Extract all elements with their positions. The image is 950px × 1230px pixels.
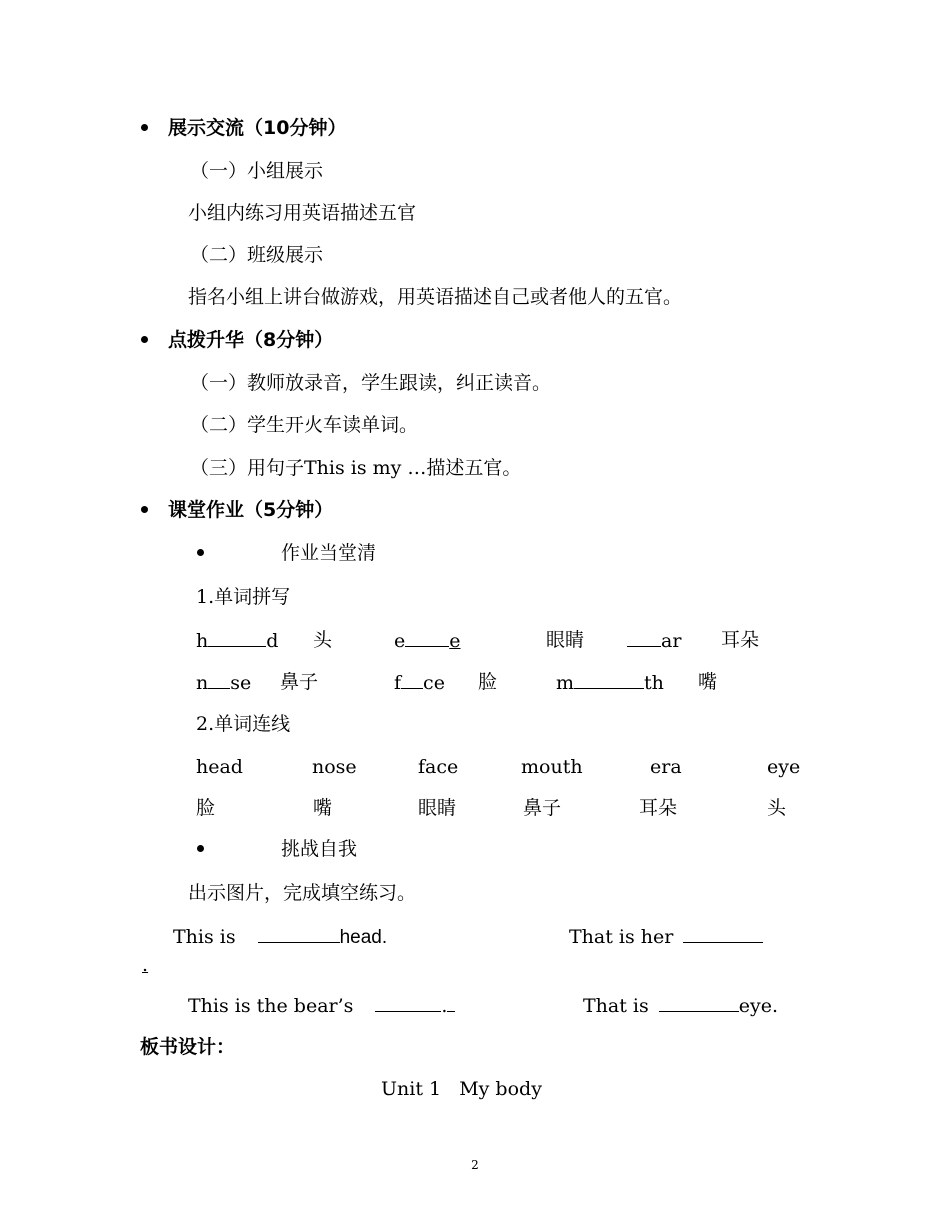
sub-bullet-text: 挑战自我 [281, 838, 358, 860]
blank [208, 628, 266, 647]
bullet [141, 336, 148, 343]
paragraph: 指名小组上讲台做游戏，用英语描述自己或者他人的五官。 [188, 286, 683, 308]
section-heading: 展示交流（10分钟） [168, 117, 347, 139]
blank [447, 993, 455, 1012]
spell-item: h d [196, 630, 279, 652]
match-cn: 鼻子 [523, 797, 562, 819]
paragraph: 出示图片，完成填空练习。 [188, 882, 417, 904]
blank [375, 993, 441, 1012]
spell-item: e e [394, 630, 461, 652]
match-en: nose [312, 756, 357, 778]
match-cn: 头 [767, 797, 787, 819]
task-title: 2.单词连线 [196, 713, 291, 735]
fill-dot: . [142, 954, 149, 976]
spell-cn: 耳朵 [721, 629, 760, 651]
fill-sentence: That is her [569, 924, 763, 949]
board-title: 板书设计： [140, 1036, 236, 1058]
section-heading: 课堂作业（5分钟） [168, 499, 334, 521]
bullet [141, 124, 148, 131]
match-en: era [650, 756, 682, 778]
spell-item: ar [627, 628, 681, 653]
blank [208, 670, 230, 689]
fill-sentence: That is eye. [583, 995, 779, 1017]
blank [401, 670, 423, 689]
match-cn: 眼睛 [418, 797, 457, 819]
bullet [141, 506, 148, 513]
blank [659, 993, 739, 1012]
blank [258, 924, 340, 943]
spell-cn: 鼻子 [280, 671, 319, 693]
spell-cn: 头 [313, 629, 333, 651]
spell-cn: 脸 [478, 671, 498, 693]
spell-cn: 眼睛 [546, 629, 585, 651]
bullet [197, 549, 204, 556]
match-cn: 脸 [196, 797, 216, 819]
subheading: （二）班级展示 [190, 244, 324, 266]
paragraph: 小组内练习用英语描述五官 [188, 202, 417, 224]
blank [683, 924, 763, 943]
list-item: （一）教师放录音，学生跟读，纠正读音。 [190, 372, 552, 394]
fill-sentence: This is head. [173, 926, 388, 948]
blank [627, 628, 661, 647]
task-title: 1.单词拼写 [196, 586, 291, 608]
spell-item: f ce [394, 672, 445, 694]
list-item: （三）用句子This is my …描述五官。 [190, 457, 522, 479]
match-en: mouth [521, 756, 583, 778]
blank [405, 628, 449, 647]
section-heading: 点拨升华（8分钟） [168, 329, 334, 351]
bullet [197, 845, 204, 852]
blank [574, 670, 644, 689]
match-cn: 耳朵 [639, 797, 678, 819]
subheading: （一）小组展示 [190, 160, 324, 182]
fill-sentence: This is the bear’s . [188, 993, 455, 1018]
list-item: （二）学生开火车读单词。 [190, 414, 419, 436]
match-en: head [196, 756, 243, 778]
spell-cn: 嘴 [698, 671, 718, 693]
page-number: 2 [471, 1158, 479, 1172]
match-cn: 嘴 [313, 797, 333, 819]
sub-bullet-text: 作业当堂清 [281, 542, 377, 564]
match-en: face [418, 756, 459, 778]
spell-item: m th [556, 672, 664, 694]
match-en: eye [767, 756, 801, 778]
spell-item: n se [196, 672, 252, 694]
board-unit: Unit 1 My body [381, 1078, 542, 1100]
